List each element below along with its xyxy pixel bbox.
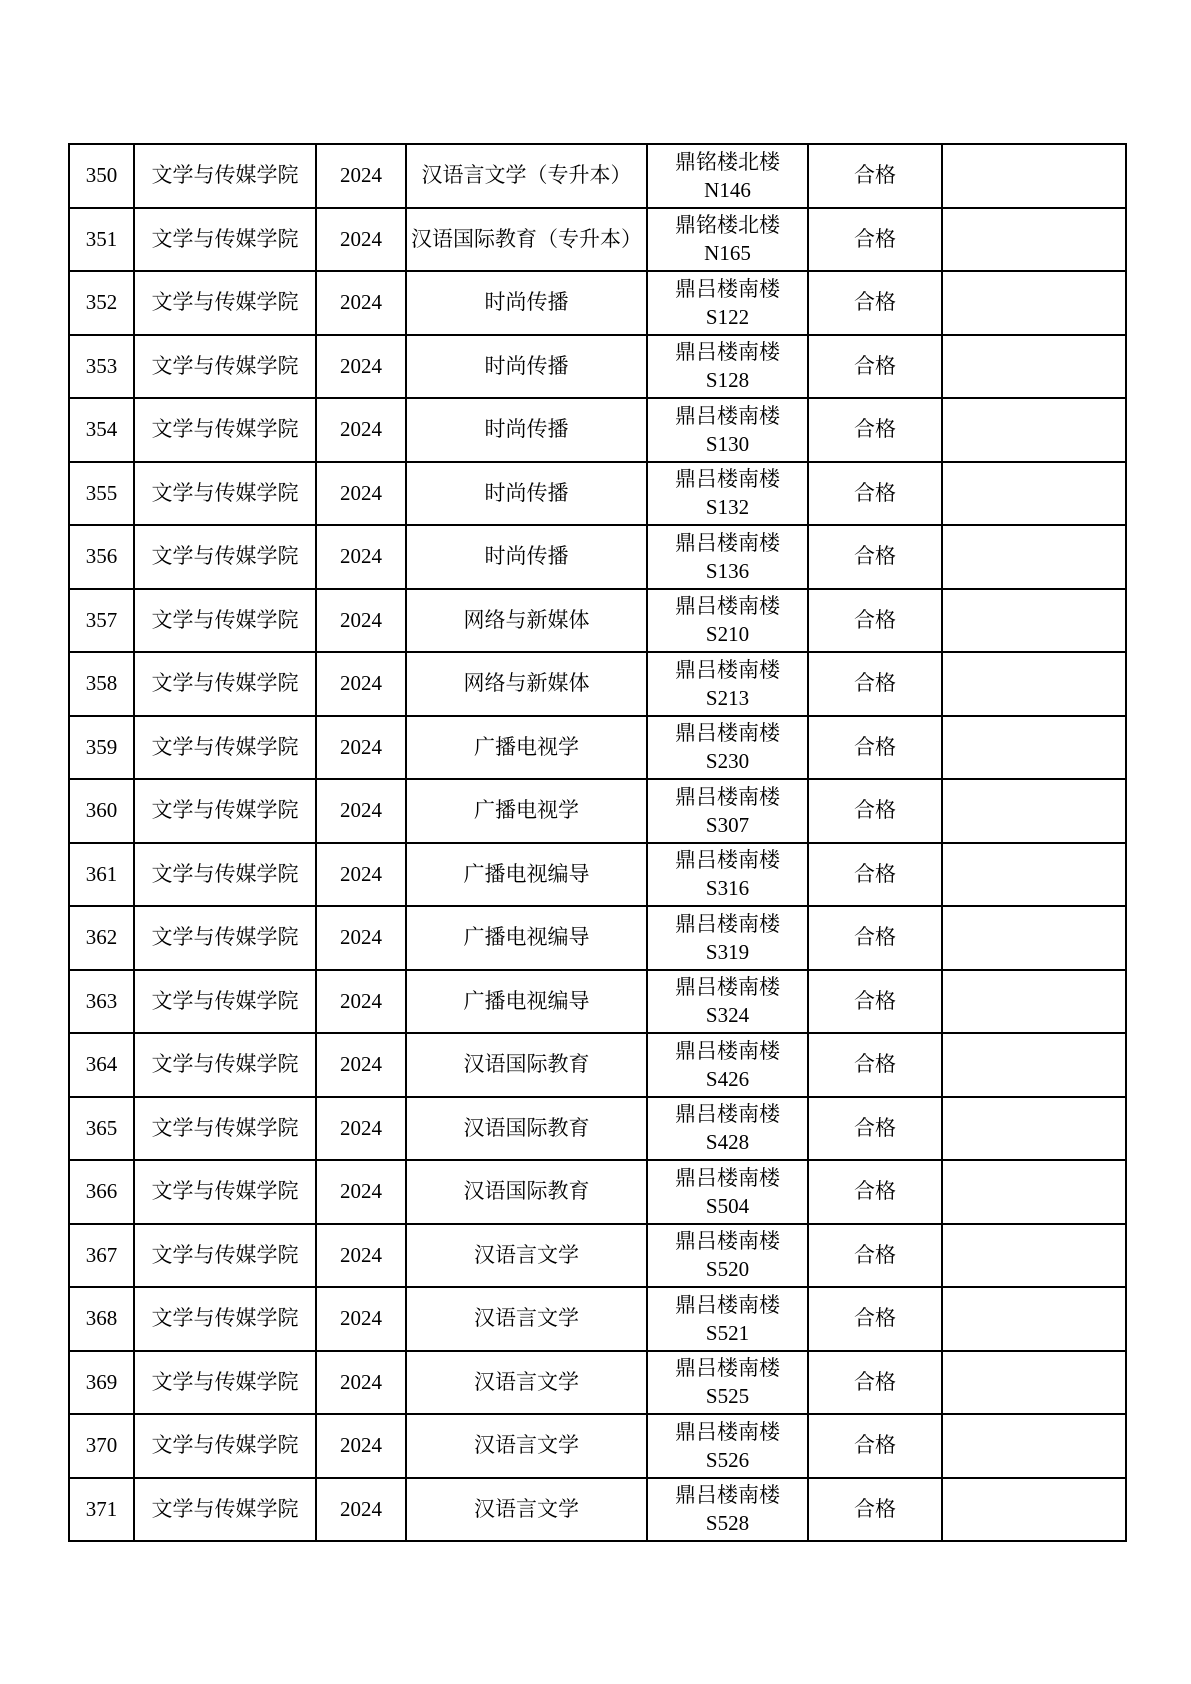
- table-row: [69, 1224, 1126, 1288]
- location-building: 鼎吕楼南楼: [675, 1102, 780, 1127]
- cell-college: 文学与传媒学院: [134, 589, 316, 653]
- table-row: [69, 1033, 1126, 1097]
- cell-college: 文学与传媒学院: [134, 208, 316, 272]
- cell-year: 2024: [316, 1224, 406, 1288]
- location-room: S130: [705, 431, 750, 456]
- cell-location: [647, 589, 808, 653]
- cell-note: [942, 1224, 1126, 1288]
- table-row: [69, 906, 1126, 970]
- table-row: [69, 1414, 1126, 1478]
- cell-major: 时尚传播: [406, 462, 647, 526]
- cell-status: 合格: [808, 1351, 942, 1415]
- cell-year: 2024: [316, 1351, 406, 1415]
- cell-major: 网络与新媒体: [406, 589, 647, 653]
- location-building: 鼎吕楼南楼: [675, 784, 780, 809]
- cell-year: 2024: [316, 652, 406, 716]
- location-room: S136: [705, 558, 750, 583]
- cell-major: 汉语言文学: [406, 1287, 647, 1351]
- location-building: 鼎吕楼南楼: [675, 340, 780, 365]
- table-row: [69, 525, 1126, 589]
- cell-row-number: 357: [69, 589, 134, 653]
- cell-major: 时尚传播: [406, 525, 647, 589]
- cell-college: 文学与传媒学院: [134, 1287, 316, 1351]
- cell-status: 合格: [808, 398, 942, 462]
- cell-year: 2024: [316, 525, 406, 589]
- cell-location: [647, 716, 808, 780]
- cell-note: [942, 970, 1126, 1034]
- location-building: 鼎吕楼南楼: [675, 1356, 780, 1381]
- cell-status: 合格: [808, 1160, 942, 1224]
- cell-location: [647, 144, 808, 208]
- table-row: [69, 652, 1126, 716]
- cell-row-number: 361: [69, 843, 134, 907]
- location-building: 鼎铭楼北楼: [675, 149, 780, 174]
- cell-note: [942, 462, 1126, 526]
- location-room: S520: [705, 1257, 750, 1282]
- table-row: [69, 1160, 1126, 1224]
- location-room: S426: [705, 1066, 750, 1091]
- cell-note: [942, 335, 1126, 399]
- location-room: S319: [705, 939, 750, 964]
- cell-row-number: 363: [69, 970, 134, 1034]
- table-row: [69, 843, 1126, 907]
- location-building: 鼎吕楼南楼: [675, 1483, 780, 1508]
- location-room: S504: [705, 1193, 750, 1218]
- cell-college: 文学与传媒学院: [134, 525, 316, 589]
- cell-row-number: 352: [69, 271, 134, 335]
- cell-note: [942, 1414, 1126, 1478]
- cell-year: 2024: [316, 1160, 406, 1224]
- cell-major: 汉语国际教育: [406, 1160, 647, 1224]
- cell-college: 文学与传媒学院: [134, 1160, 316, 1224]
- location-building: 鼎吕楼南楼: [675, 911, 780, 936]
- table-row: [69, 970, 1126, 1034]
- cell-year: 2024: [316, 779, 406, 843]
- location-room: N146: [704, 177, 751, 202]
- cell-major: 汉语言文学（专升本）: [406, 144, 647, 208]
- cell-year: 2024: [316, 462, 406, 526]
- cell-row-number: 353: [69, 335, 134, 399]
- cell-major: 汉语国际教育（专升本）: [406, 208, 647, 272]
- table-row: [69, 271, 1126, 335]
- location-room: S528: [705, 1511, 750, 1536]
- cell-college: 文学与传媒学院: [134, 1414, 316, 1478]
- table-row: [69, 779, 1126, 843]
- cell-note: [942, 589, 1126, 653]
- location-room: S132: [705, 495, 750, 520]
- cell-status: 合格: [808, 335, 942, 399]
- cell-row-number: 360: [69, 779, 134, 843]
- table-row: [69, 1097, 1126, 1161]
- cell-college: 文学与传媒学院: [134, 652, 316, 716]
- cell-row-number: 359: [69, 716, 134, 780]
- cell-note: [942, 843, 1126, 907]
- cell-location: [647, 1160, 808, 1224]
- location-building: 鼎吕楼南楼: [675, 975, 780, 1000]
- cell-year: 2024: [316, 843, 406, 907]
- cell-location: [647, 1414, 808, 1478]
- location-room: S122: [705, 304, 750, 329]
- cell-location: [647, 779, 808, 843]
- cell-year: 2024: [316, 271, 406, 335]
- cell-note: [942, 1478, 1126, 1542]
- location-room: S521: [705, 1320, 750, 1345]
- table-row: [69, 398, 1126, 462]
- cell-location: [647, 652, 808, 716]
- cell-note: [942, 208, 1126, 272]
- cell-major: 汉语国际教育: [406, 1097, 647, 1161]
- cell-location: [647, 1287, 808, 1351]
- cell-major: 时尚传播: [406, 271, 647, 335]
- cell-year: 2024: [316, 589, 406, 653]
- cell-note: [942, 1160, 1126, 1224]
- cell-status: 合格: [808, 589, 942, 653]
- cell-row-number: 350: [69, 144, 134, 208]
- location-room: S316: [705, 876, 750, 901]
- location-building: 鼎吕楼南楼: [675, 657, 780, 682]
- cell-note: [942, 1351, 1126, 1415]
- cell-status: 合格: [808, 144, 942, 208]
- location-room: S307: [705, 812, 750, 837]
- location-building: 鼎铭楼北楼: [675, 213, 780, 238]
- cell-status: 合格: [808, 716, 942, 780]
- cell-year: 2024: [316, 716, 406, 780]
- cell-status: 合格: [808, 906, 942, 970]
- table-row: [69, 335, 1126, 399]
- location-building: 鼎吕楼南楼: [675, 1165, 780, 1190]
- cell-row-number: 365: [69, 1097, 134, 1161]
- cell-note: [942, 525, 1126, 589]
- cell-status: 合格: [808, 652, 942, 716]
- cell-major: 网络与新媒体: [406, 652, 647, 716]
- cell-college: 文学与传媒学院: [134, 271, 316, 335]
- location-building: 鼎吕楼南楼: [675, 1038, 780, 1063]
- cell-status: 合格: [808, 271, 942, 335]
- table-row: [69, 1287, 1126, 1351]
- cell-location: [647, 1351, 808, 1415]
- cell-college: 文学与传媒学院: [134, 843, 316, 907]
- location-building: 鼎吕楼南楼: [675, 848, 780, 873]
- cell-college: 文学与传媒学院: [134, 970, 316, 1034]
- cell-year: 2024: [316, 208, 406, 272]
- cell-status: 合格: [808, 970, 942, 1034]
- location-room: S128: [705, 368, 750, 393]
- cell-row-number: 362: [69, 906, 134, 970]
- cell-status: 合格: [808, 525, 942, 589]
- location-building: 鼎吕楼南楼: [675, 721, 780, 746]
- cell-location: [647, 271, 808, 335]
- cell-location: [647, 398, 808, 462]
- cell-year: 2024: [316, 1478, 406, 1542]
- cell-college: 文学与传媒学院: [134, 1351, 316, 1415]
- table-row: [69, 1478, 1126, 1542]
- cell-location: [647, 525, 808, 589]
- cell-row-number: 351: [69, 208, 134, 272]
- cell-row-number: 356: [69, 525, 134, 589]
- cell-status: 合格: [808, 1224, 942, 1288]
- cell-note: [942, 1287, 1126, 1351]
- table-row: [69, 1351, 1126, 1415]
- table-row: [69, 144, 1126, 208]
- cell-row-number: 355: [69, 462, 134, 526]
- cell-location: [647, 208, 808, 272]
- cell-major: 汉语言文学: [406, 1351, 647, 1415]
- location-room: S526: [705, 1447, 750, 1472]
- cell-year: 2024: [316, 335, 406, 399]
- cell-note: [942, 652, 1126, 716]
- cell-college: 文学与传媒学院: [134, 906, 316, 970]
- cell-college: 文学与传媒学院: [134, 398, 316, 462]
- cell-location: [647, 906, 808, 970]
- cell-college: 文学与传媒学院: [134, 462, 316, 526]
- cell-year: 2024: [316, 906, 406, 970]
- cell-status: 合格: [808, 1478, 942, 1542]
- cell-college: 文学与传媒学院: [134, 1224, 316, 1288]
- cell-note: [942, 398, 1126, 462]
- cell-row-number: 369: [69, 1351, 134, 1415]
- cell-note: [942, 779, 1126, 843]
- cell-location: [647, 843, 808, 907]
- location-room: S525: [705, 1384, 750, 1409]
- table-row: [69, 589, 1126, 653]
- cell-major: 广播电视学: [406, 716, 647, 780]
- cell-college: 文学与传媒学院: [134, 1033, 316, 1097]
- location-room: N165: [704, 241, 751, 266]
- cell-status: 合格: [808, 843, 942, 907]
- cell-major: 汉语国际教育: [406, 1033, 647, 1097]
- cell-note: [942, 144, 1126, 208]
- cell-major: 时尚传播: [406, 398, 647, 462]
- cell-status: 合格: [808, 462, 942, 526]
- cell-status: 合格: [808, 1033, 942, 1097]
- cell-major: 时尚传播: [406, 335, 647, 399]
- location-building: 鼎吕楼南楼: [675, 276, 780, 301]
- cell-status: 合格: [808, 208, 942, 272]
- location-building: 鼎吕楼南楼: [675, 403, 780, 428]
- location-room: S324: [705, 1003, 750, 1028]
- cell-college: 文学与传媒学院: [134, 779, 316, 843]
- cell-major: 汉语言文学: [406, 1224, 647, 1288]
- table-row: [69, 208, 1126, 272]
- cell-location: [647, 1224, 808, 1288]
- cell-major: 广播电视编导: [406, 906, 647, 970]
- cell-note: [942, 271, 1126, 335]
- cell-college: 文学与传媒学院: [134, 716, 316, 780]
- cell-status: 合格: [808, 1287, 942, 1351]
- cell-college: 文学与传媒学院: [134, 335, 316, 399]
- cell-location: [647, 1097, 808, 1161]
- table-row: [69, 716, 1126, 780]
- table-body: [69, 144, 1126, 1541]
- location-room: S210: [705, 622, 750, 647]
- cell-year: 2024: [316, 398, 406, 462]
- cell-row-number: 367: [69, 1224, 134, 1288]
- cell-major: 广播电视学: [406, 779, 647, 843]
- table-row: [69, 462, 1126, 526]
- cell-location: [647, 970, 808, 1034]
- cell-major: 汉语言文学: [406, 1414, 647, 1478]
- location-building: 鼎吕楼南楼: [675, 1292, 780, 1317]
- cell-row-number: 354: [69, 398, 134, 462]
- cell-year: 2024: [316, 1033, 406, 1097]
- cell-location: [647, 1478, 808, 1542]
- location-room: S213: [705, 685, 750, 710]
- cell-major: 广播电视编导: [406, 970, 647, 1034]
- cell-note: [942, 906, 1126, 970]
- cell-location: [647, 462, 808, 526]
- location-building: 鼎吕楼南楼: [675, 1419, 780, 1444]
- location-building: 鼎吕楼南楼: [675, 594, 780, 619]
- location-building: 鼎吕楼南楼: [675, 1229, 780, 1254]
- cell-row-number: 366: [69, 1160, 134, 1224]
- cell-row-number: 358: [69, 652, 134, 716]
- cell-status: 合格: [808, 1414, 942, 1478]
- cell-year: 2024: [316, 970, 406, 1034]
- cell-status: 合格: [808, 1097, 942, 1161]
- cell-year: 2024: [316, 1097, 406, 1161]
- cell-note: [942, 1097, 1126, 1161]
- cell-row-number: 370: [69, 1414, 134, 1478]
- cell-year: 2024: [316, 144, 406, 208]
- cell-major: 汉语言文学: [406, 1478, 647, 1542]
- cell-note: [942, 716, 1126, 780]
- cell-row-number: 368: [69, 1287, 134, 1351]
- cell-major: 广播电视编导: [406, 843, 647, 907]
- location-building: 鼎吕楼南楼: [675, 530, 780, 555]
- cell-college: 文学与传媒学院: [134, 144, 316, 208]
- cell-college: 文学与传媒学院: [134, 1478, 316, 1542]
- location-room: S230: [705, 749, 750, 774]
- cell-year: 2024: [316, 1287, 406, 1351]
- cell-year: 2024: [316, 1414, 406, 1478]
- location-room: S428: [705, 1130, 750, 1155]
- cell-note: [942, 1033, 1126, 1097]
- cell-row-number: 364: [69, 1033, 134, 1097]
- cell-status: 合格: [808, 779, 942, 843]
- cell-college: 文学与传媒学院: [134, 1097, 316, 1161]
- exam-room-table: [68, 143, 1127, 1542]
- cell-location: [647, 1033, 808, 1097]
- cell-location: [647, 335, 808, 399]
- location-building: 鼎吕楼南楼: [675, 467, 780, 492]
- cell-row-number: 371: [69, 1478, 134, 1542]
